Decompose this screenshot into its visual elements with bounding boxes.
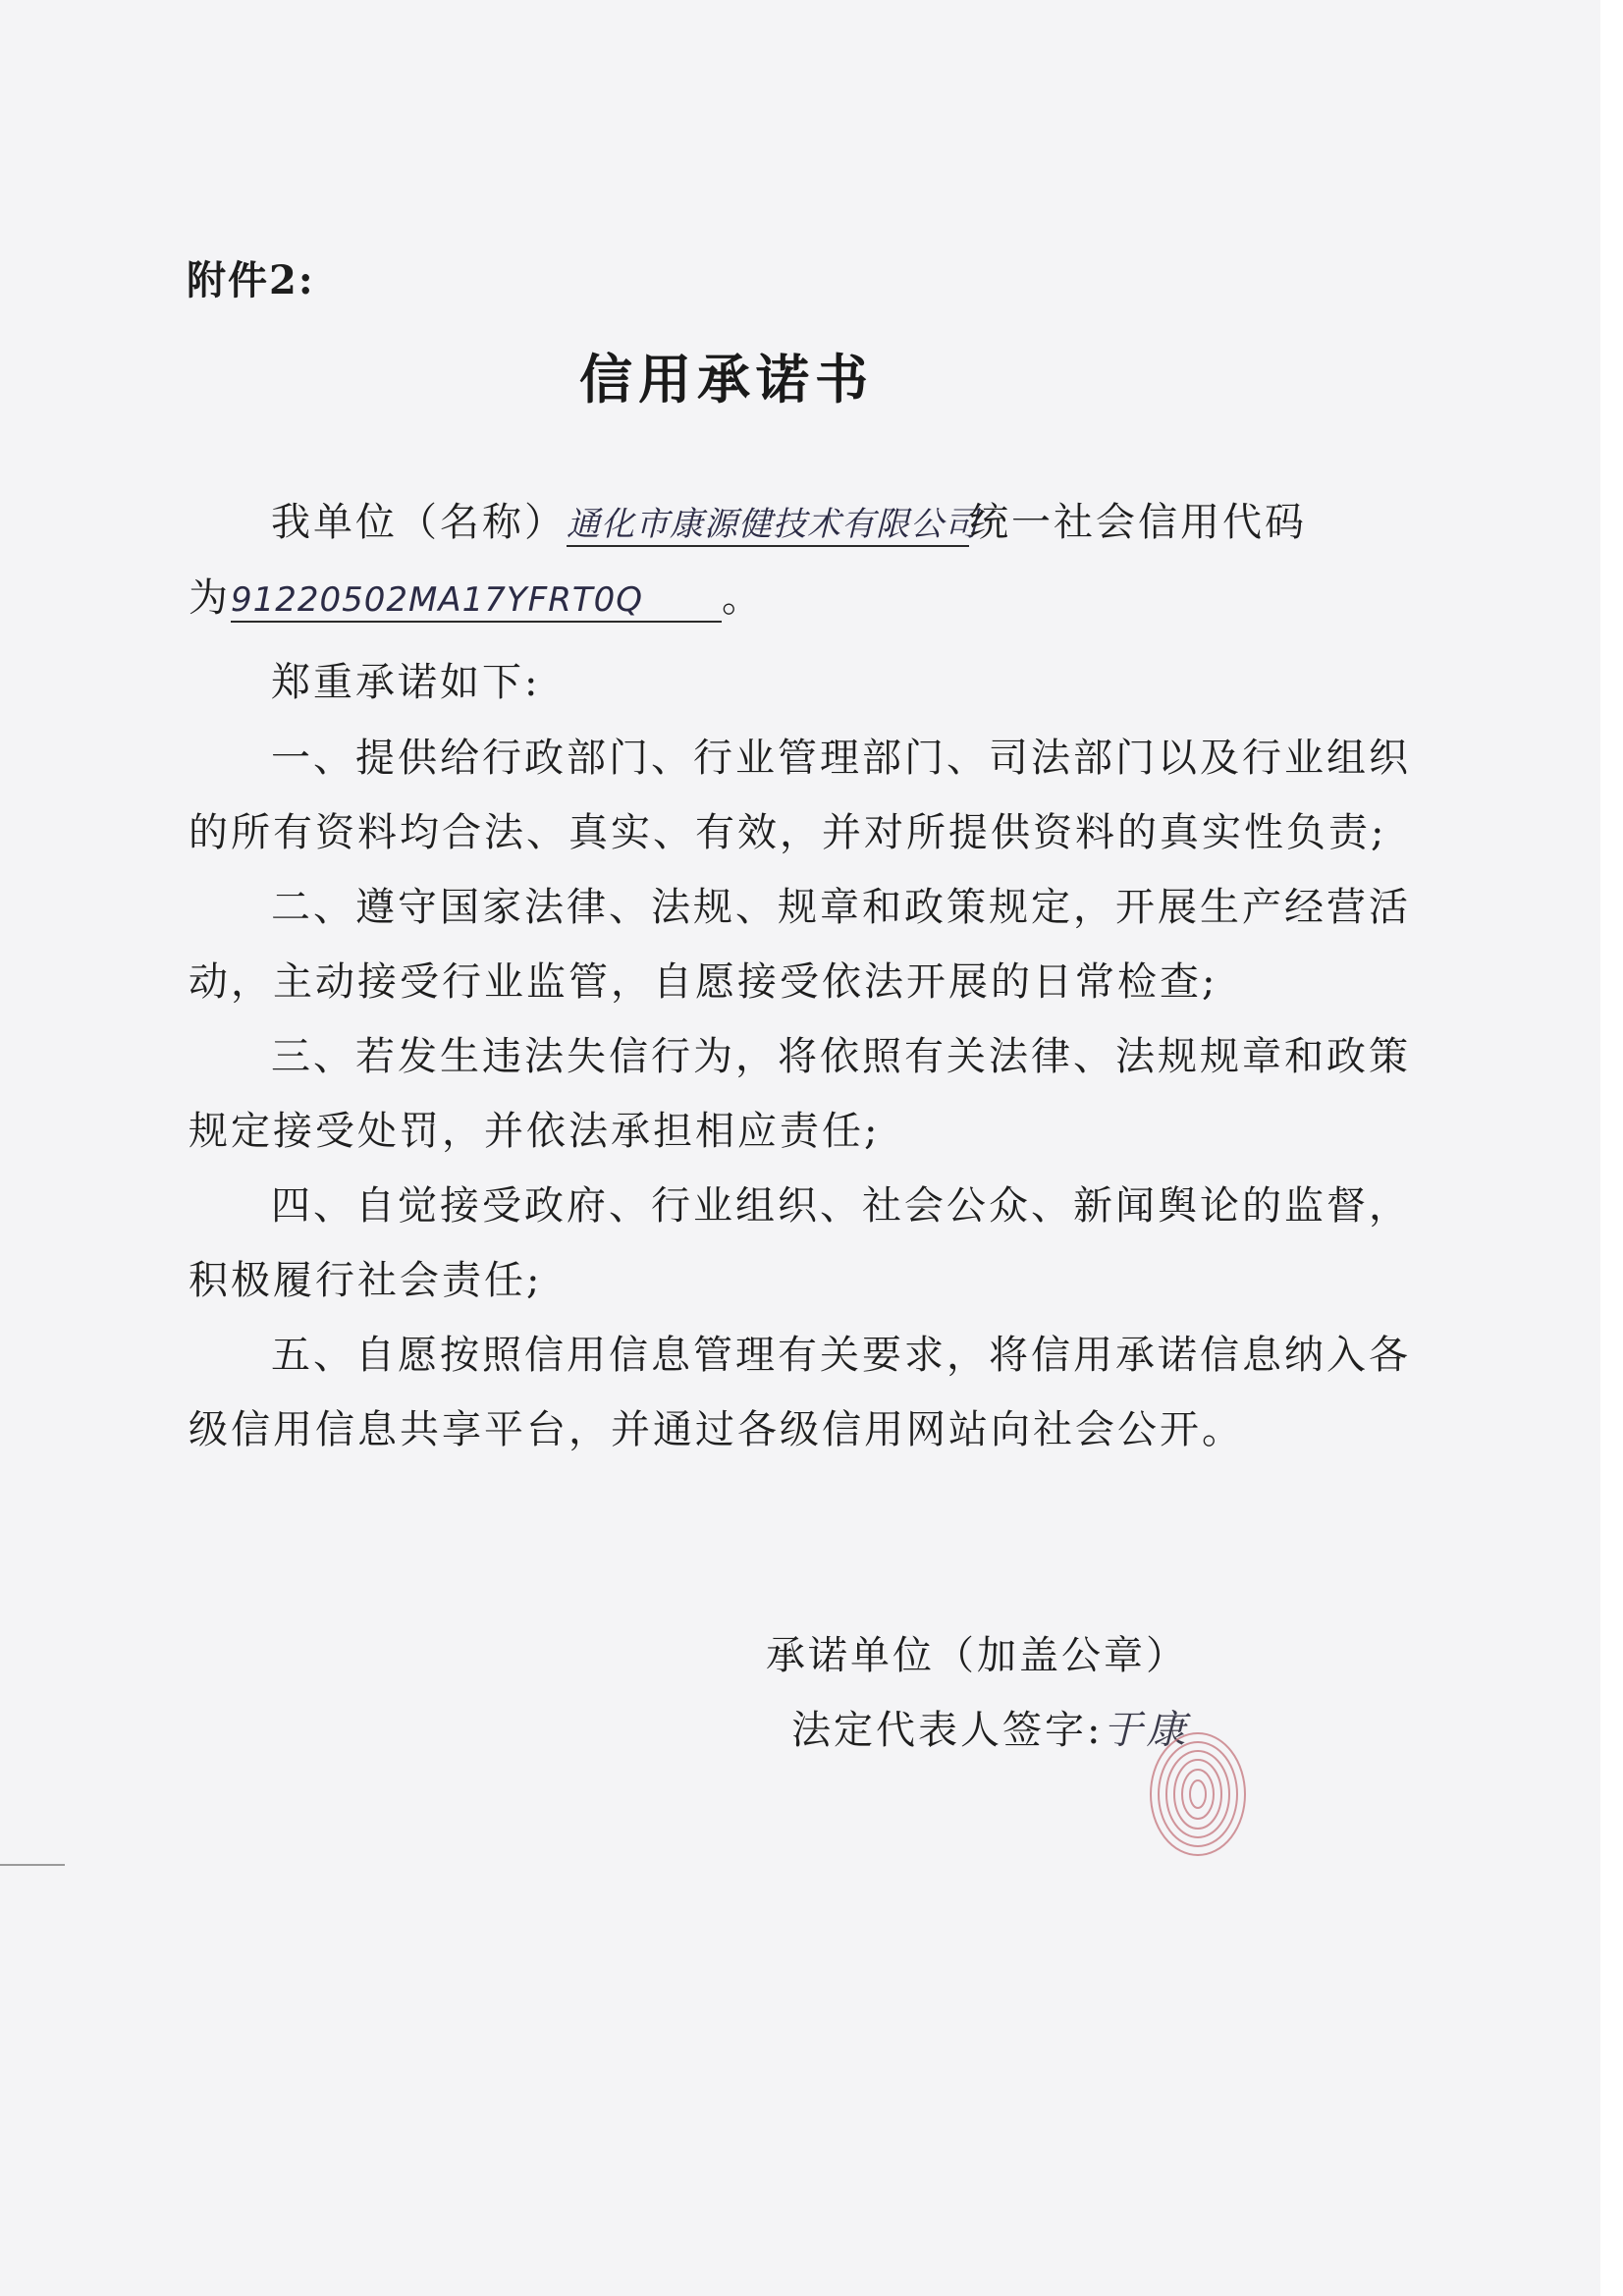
item-1-line-1: 一、提供给行政部门、行业管理部门、司法部门以及行业组织 — [271, 736, 1411, 781]
pledge-heading: 郑重承诺如下: — [271, 660, 541, 705]
fingerprint-icon — [1144, 1723, 1252, 1861]
item-3-line-2: 规定接受处罚，并依法承担相应责任; — [189, 1109, 881, 1154]
item-5-line-2: 级信用信息共享平台，并通过各级信用网站向社会公开。 — [189, 1407, 1244, 1452]
legal-rep-signature: 于康 — [1103, 1708, 1190, 1753]
intro-line-2 — [189, 567, 764, 623]
item-3-line-1: 三、若发生违法失信行为，将依照有关法律、法规规章和政策 — [271, 1034, 1411, 1079]
intro-line-1 — [271, 491, 1307, 547]
credit-code-handwritten: 91220502MA17YFRT0Q — [231, 580, 644, 620]
attachment-label: 附件2: — [187, 257, 315, 303]
sealing-unit-label: 承诺单位（加盖公章） — [766, 1633, 1188, 1678]
document-title: 信用承诺书 — [579, 348, 874, 410]
credit-code-field — [231, 575, 722, 623]
unit-name-field — [567, 497, 979, 547]
intro-line2-prefix: 为 — [189, 575, 231, 621]
item-2-line-2: 动，主动接受行业监管，自愿接受依法开展的日常检查; — [189, 959, 1218, 1005]
item-2-line-1: 二、遵守国家法律、法规、规章和政策规定，开展生产经营活 — [271, 885, 1411, 930]
item-1-line-2: 的所有资料均合法、真实、有效，并对所提供资料的真实性负责; — [189, 810, 1387, 855]
intro-suffix: 统一社会信用代码 — [969, 500, 1307, 545]
item-4-line-1: 四、自觉接受政府、行业组织、社会公众、新闻舆论的监督， — [271, 1183, 1411, 1229]
sheet-margin — [1600, 0, 1623, 2296]
intro-prefix: 我单位（名称） — [271, 500, 567, 545]
legal-rep-line — [791, 1699, 1189, 1755]
unit-name-handwritten: 通化市康源健技术有限公司 — [567, 505, 979, 544]
scan-edge-mark — [0, 1864, 65, 1866]
item-4-line-2: 积极履行社会责任; — [189, 1258, 543, 1303]
legal-rep-label: 法定代表人签字: — [791, 1708, 1104, 1753]
intro-line2-suffix: 。 — [722, 575, 764, 621]
item-5-line-1: 五、自愿按照信用信息管理有关要求，将信用承诺信息纳入各 — [271, 1333, 1411, 1378]
